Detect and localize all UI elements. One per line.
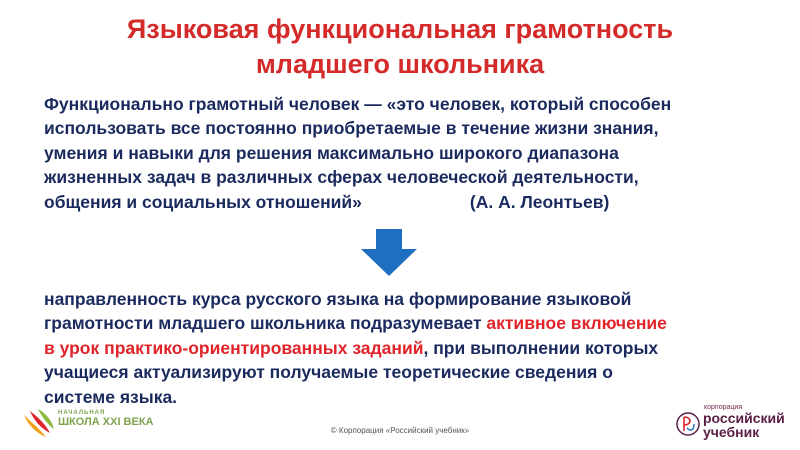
publisher-logo-line-1: российский <box>703 410 785 426</box>
conclusion-line-2-text: грамотности младшего школьника подразумевает <box>44 313 487 334</box>
publisher-logo-small-text: корпорация <box>704 404 743 411</box>
conclusion-line-5: системе языка. <box>44 386 178 407</box>
publisher-logo-line-2: учебник <box>703 424 760 440</box>
conclusion-line-4: учащиеся актуализируют получаемые теоретические сведения о <box>44 362 613 383</box>
copyright-text: © Корпорация «Российский учебник» <box>330 426 470 435</box>
slide-title <box>0 12 800 82</box>
quote-line-5 <box>44 190 764 214</box>
slide-title-line-2: младшего школьника <box>255 49 545 79</box>
school-logo-big-text: ШКОЛА XXI ВЕКА <box>58 416 154 428</box>
conclusion-line-2 <box>44 311 764 335</box>
quote-author: (А. А. Леонтьев) <box>469 191 610 212</box>
slide-title-line-1: Языковая функциональная грамотность <box>126 14 674 44</box>
conclusion-line-3 <box>44 336 764 360</box>
school-logo-small-text: НАЧАЛЬНАЯ <box>58 410 106 416</box>
publisher-logo-big-text <box>703 411 785 439</box>
quote-line-2: использовать все постоянно приобретаемые в течение жизни знания, <box>44 118 659 139</box>
quote-line-3: умения и навыки для решения максимально широкого диапазона <box>44 142 619 163</box>
conclusion-highlight-1: активное включение <box>486 313 667 334</box>
arrow-down-icon <box>361 229 417 276</box>
quote-line-1: Функционально грамотный человек — «это человек, который способен <box>44 94 672 114</box>
conclusion-line-1: направленность курса русского языка на формирование языковой <box>44 289 632 309</box>
conclusion-highlight-2: в урок практико-ориентированных заданий <box>44 337 424 358</box>
quote-line-5-text: общения и социальных отношений» <box>44 191 362 212</box>
quote-paragraph <box>44 92 764 214</box>
conclusion-paragraph <box>44 287 764 409</box>
conclusion-line-3-text: , при выполнении которых <box>423 337 659 358</box>
quote-line-4: жизненных задач в различных сферах человеческой деятельности, <box>44 167 639 188</box>
